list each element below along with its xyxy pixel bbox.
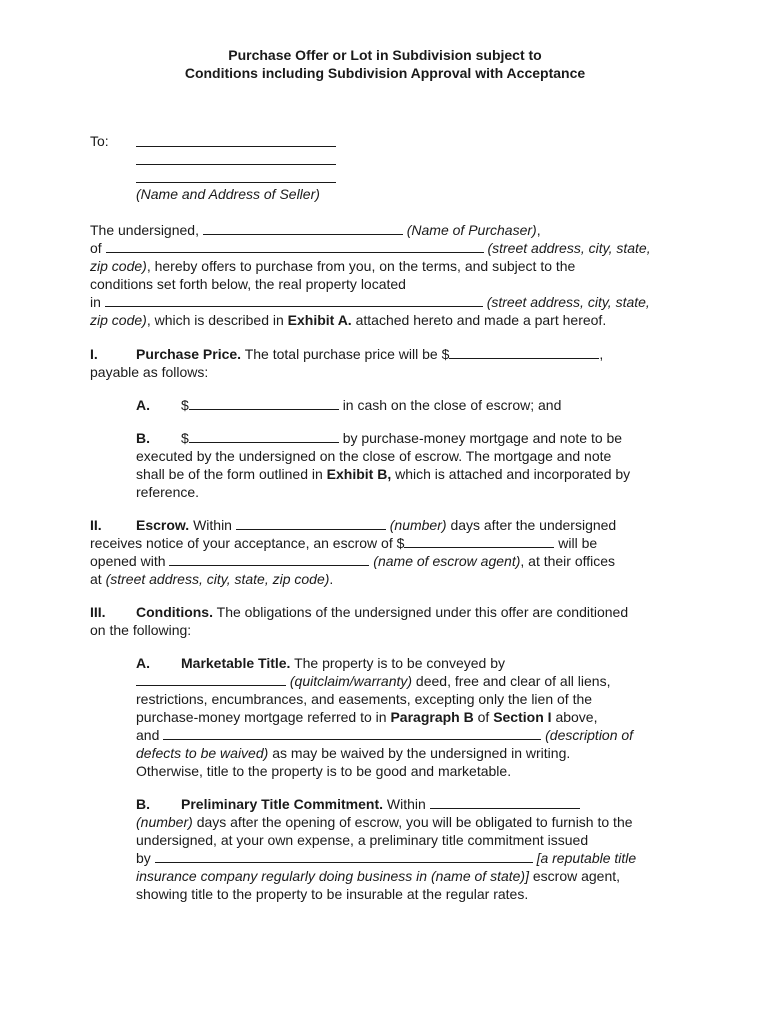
section-3-a-line-4: purchase-money mortgage referred to in Paragraph B of Section I above, bbox=[136, 709, 598, 725]
section-3-a-line-2: (quitclaim/warranty) deed, free and clear of all liens, bbox=[136, 672, 611, 690]
escrow-amount-blank[interactable] bbox=[404, 534, 554, 548]
section-3-b-line-2: (number) days after the opening of escrow, you will be obligated to furnish to the bbox=[136, 814, 633, 830]
purchaser-address-blank[interactable] bbox=[106, 239, 484, 253]
section-3-b-heading: Preliminary Title Commitment. Within bbox=[181, 795, 580, 813]
seller-line-2[interactable] bbox=[136, 164, 336, 165]
section-3-heading-text: Conditions. The obligations of the undersigned under this offer are conditioned bbox=[136, 604, 629, 620]
section-3-a-line-3: restrictions, encumbrances, and easements, excepting only the lien of the bbox=[136, 691, 593, 707]
section-3-b-line-5: insurance company regularly doing business in (name of state)] escrow agent, bbox=[136, 868, 621, 884]
section-3-a-label: A. bbox=[136, 655, 150, 671]
seller-caption: (Name and Address of Seller) bbox=[136, 186, 320, 202]
intro-line-6: zip code), which is described in Exhibit A. attached hereto and made a part hereof. bbox=[90, 312, 607, 328]
title-commitment-days-blank[interactable] bbox=[430, 795, 580, 809]
section-3-b-line-4: by [a reputable title bbox=[136, 850, 637, 866]
document-title-line-2: Conditions including Subdivision Approval with Acceptance bbox=[184, 65, 586, 81]
section-1-b-label: B. bbox=[136, 430, 150, 446]
section-3-a-line-6: defects to be waived) as may be waived by the undersigned in writing. bbox=[136, 745, 571, 761]
section-2-number: II. bbox=[90, 517, 102, 533]
seller-line-3[interactable] bbox=[136, 182, 336, 183]
document-title-line-1: Purchase Offer or Lot in Subdivision subject to bbox=[228, 47, 542, 63]
purchase-price-blank[interactable] bbox=[449, 345, 599, 359]
section-3-number: III. bbox=[90, 604, 106, 620]
mortgage-amount-blank[interactable] bbox=[189, 429, 339, 443]
intro-line-2: of (street address, city, state, bbox=[90, 240, 651, 256]
defects-blank[interactable] bbox=[163, 726, 541, 740]
intro-line-1: The undersigned, (Name of Purchaser), bbox=[90, 222, 541, 238]
intro-line-4: conditions set forth below, the real property located bbox=[90, 276, 406, 292]
cash-amount-blank[interactable] bbox=[189, 396, 339, 410]
section-3-line-2: on the following: bbox=[90, 622, 192, 638]
section-1-a-label: A. bbox=[136, 397, 150, 413]
section-2-heading-text: Escrow. Within (number) days after the undersigned bbox=[136, 517, 617, 533]
section-3-b-line-6: showing title to the property to be insurable at the regular rates. bbox=[136, 886, 529, 902]
section-1-b-line-3: shall be of the form outlined in Exhibit B, which is attached and incorporated by bbox=[136, 466, 631, 482]
escrow-days-blank[interactable] bbox=[236, 516, 386, 530]
intro-line-3: zip code), hereby offers to purchase from you, on the terms, and subject to the bbox=[90, 258, 576, 274]
section-3-a-heading: Marketable Title. The property is to be conveyed by bbox=[181, 655, 505, 671]
escrow-agent-blank[interactable] bbox=[169, 552, 369, 566]
section-1-b-text: $ by purchase-money mortgage and note to be bbox=[181, 430, 623, 446]
section-1-heading-line: I. bbox=[90, 346, 98, 362]
property-address-blank[interactable] bbox=[105, 293, 483, 307]
intro-line-5: in (street address, city, state, bbox=[90, 294, 650, 310]
section-1-b-line-4: reference. bbox=[136, 484, 200, 500]
section-1-line-2: payable as follows: bbox=[90, 364, 209, 380]
section-3-b-line-3: undersigned, at your own expense, a preliminary title commitment issued bbox=[136, 832, 589, 848]
section-3-a-line-5: and (description of bbox=[136, 727, 634, 743]
to-label: To: bbox=[90, 133, 109, 149]
section-3-b-label: B. bbox=[136, 796, 150, 812]
section-1-b-line-2: executed by the undersigned on the close of escrow. The mortgage and note bbox=[136, 448, 612, 464]
seller-line-1[interactable] bbox=[136, 146, 336, 147]
section-3-a-line-7: Otherwise, title to the property is to be good and marketable. bbox=[136, 763, 512, 779]
deed-type-blank[interactable] bbox=[136, 672, 286, 686]
section-1-a-text: $ in cash on the close of escrow; and bbox=[181, 397, 562, 413]
section-1-heading-text: Purchase Price. The total purchase price will be $ , bbox=[136, 346, 604, 362]
purchaser-name-blank[interactable] bbox=[203, 221, 403, 235]
title-company-blank[interactable] bbox=[155, 849, 533, 863]
section-2-line-2: receives notice of your acceptance, an escrow of $ will be bbox=[90, 535, 598, 551]
section-2-line-4: at (street address, city, state, zip code). bbox=[90, 571, 334, 587]
section-2-line-3: opened with (name of escrow agent), at their offices bbox=[90, 553, 616, 569]
